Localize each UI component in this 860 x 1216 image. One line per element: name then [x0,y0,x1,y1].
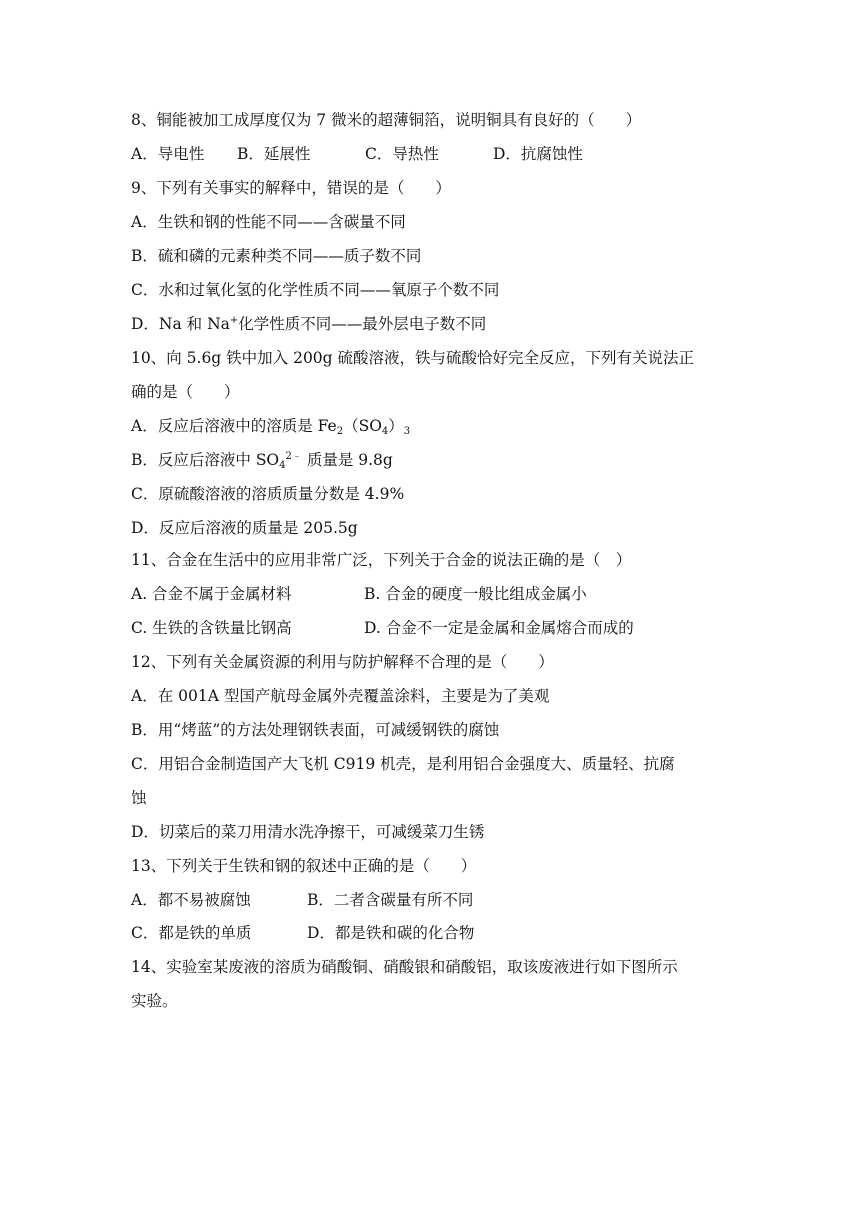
q9-d-superscript: + [229,315,239,326]
q9-option-a: A．生铁和钢的性能不同——含碳量不同 [131,213,406,231]
q12-option-c-line2: 蚀 [131,789,147,807]
q10-option-d: D．反应后溶液的质量是 205.5g [131,519,358,537]
q13-stem: 13、下列关于生铁和钢的叙述中正确的是（ ） [131,857,477,875]
q10-option-b [131,449,393,471]
q8-stem: 8、铜能被加工成厚度仅为 7 微米的超薄铜箔，说明铜具有良好的（ ） [131,111,642,129]
q11-option-b: B. 合金的硬度一般比组成金属小 [364,585,587,603]
q13-option-b: B．二者含碳量有所不同 [307,891,474,909]
q13-option-d: D．都是铁和碳的化合物 [307,924,475,942]
q12-option-a: A．在 001A 型国产航母金属外壳覆盖涂料，主要是为了美观 [131,687,550,705]
q9-d-text-pre: D．Na 和 Na [131,315,230,333]
q12-stem: 12、下列有关金属资源的利用与防护解释不合理的是（ ） [131,653,554,671]
q11-option-a: A. 合金不属于金属材料 [131,585,292,603]
q10-b-superscript: 2﹣ [285,451,302,462]
q13-option-c: C．都是铁的单质 [131,924,252,942]
q12-option-d: D．切菜后的菜刀用清水洗净擦干，可减缓菜刀生锈 [131,823,485,841]
q14-stem-line1: 14、实验室某废液的溶质为硝酸铜、硝酸银和硝酸铝，取该废液进行如下图所示 [131,958,678,976]
q10-option-c: C．原硫酸溶液的溶质质量分数是 4.9% [131,485,405,503]
q8-options [131,143,583,165]
q9-option-b: B．硫和磷的元素种类不同——质子数不同 [131,247,422,265]
q10-a-text-mid: （SO [343,417,382,435]
q13-option-a: A．都不易被腐蚀 [131,891,251,909]
q11-options-row2 [131,617,634,639]
q13-options-row1 [131,889,473,911]
q13-options-row2 [131,922,474,944]
q10-option-a [131,415,410,437]
q10-a-subscript-2: 4 [381,426,389,437]
q12-option-c-line1: C．用铝合金制造国产大飞机 C919 机壳，是利用铝合金强度大、质量轻、抗腐 [131,755,675,773]
q11-option-c: C. 生铁的含铁量比钢高 [131,619,292,637]
q14-stem-line2: 实验。 [131,992,178,1010]
q11-option-d: D. 合金不一定是金属和金属熔合而成的 [364,619,634,637]
q12-option-b: B．用“烤蓝”的方法处理钢铁表面，可减缓钢铁的腐蚀 [131,721,500,739]
q10-a-subscript-1: 2 [336,426,344,437]
q10-stem-line2: 确的是（ ） [131,383,240,401]
q10-a-text-pre: A．反应后溶液中的溶质是 Fe [131,417,337,435]
q8-option-a: A．导电性 [131,145,205,163]
q10-b-text-pre: B．反应后溶液中 SO [131,451,280,469]
q9-option-c: C．水和过氧化氢的化学性质不同——氧原子个数不同 [131,281,500,299]
q10-a-text-close: ） [388,417,404,435]
q9-option-d [131,313,486,335]
q9-d-text-post: 化学性质不同——最外层电子数不同 [238,315,487,333]
q8-option-b: B．延展性 [237,145,311,163]
q10-b-subscript: 4 [279,460,286,471]
q8-option-d: D．抗腐蚀性 [493,145,583,163]
q10-a-subscript-3: 3 [403,426,411,437]
q10-stem-line1: 10、向 5.6g 铁中加入 200g 硫酸溶液，铁与硫酸恰好完全反应，下列有关说法正 [131,349,695,367]
q10-b-text-post: 质量是 9.8g [306,451,393,469]
q8-option-c: C．导热性 [365,145,439,163]
q11-options-row1 [131,583,587,605]
q9-stem: 9、下列有关事实的解释中，错误的是（ ） [131,179,451,197]
q11-stem: 11、合金在生活中的应用非常广泛，下列关于合金的说法正确的是（ ） [131,551,632,569]
